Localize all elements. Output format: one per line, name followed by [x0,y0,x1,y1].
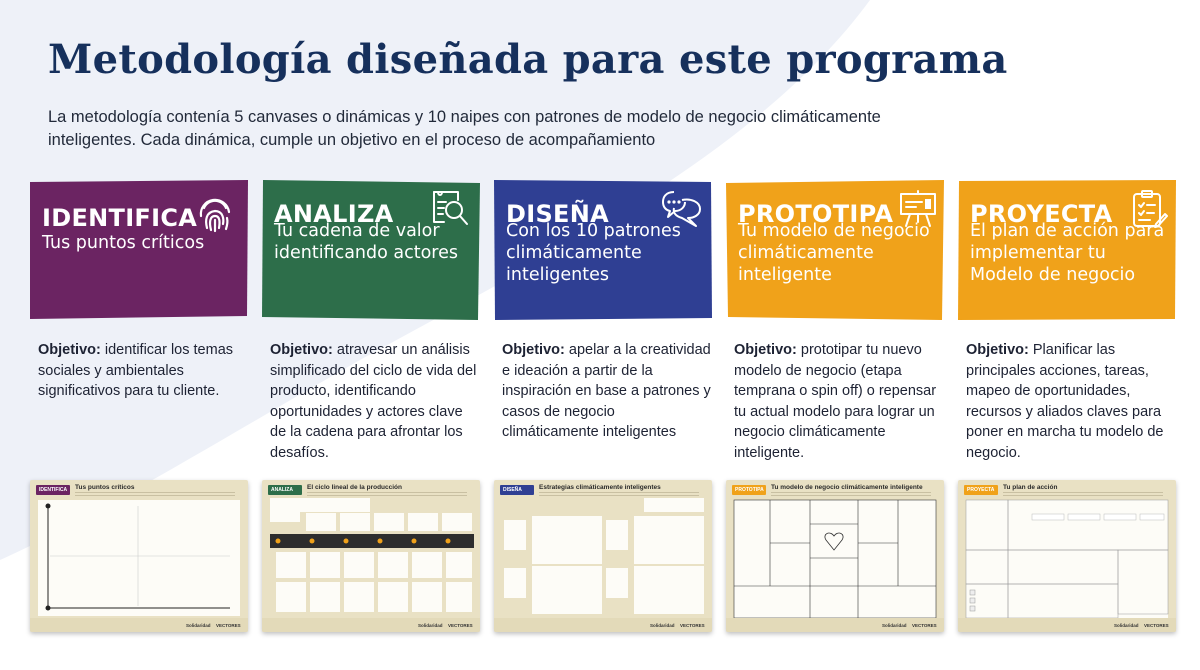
presentation-board-icon [898,190,938,228]
page-subtitle: La metodología contenía 5 canvases o dinámicas y 10 naipes con patrones de modelo de negocio climáticamente inteligentes. Cada dinámica, cumple un objetivo en el proceso de acompañamiento [48,108,881,149]
step-title: DISEÑA [506,200,609,228]
page-title: Metodología diseñada para este programa [48,36,1008,83]
step-title: ANALIZA [274,200,394,228]
step-title: IDENTIFICA [42,204,198,232]
canvas-tag: DISEÑA [500,485,534,495]
step-objective: Objetivo: prototipar tu nuevo modelo de negocio (etapa temprana o spin off) o repensar tu actual modelo para lograr un negocio climáticamente inteligente. [734,342,937,461]
step-header [958,180,1176,320]
canvas-title: El ciclo lineal de la producción [307,484,402,491]
step-objective: Objetivo: identificar los temas sociales y ambientales significativos para tu cliente. [38,342,234,399]
step-subtitle: Tus puntos críticos [42,233,205,253]
canvas-tag: PROYECTA [964,485,998,495]
canvas-thumbnail-prototipa[interactable]: PROTOTIPA Tu modelo de negocio climáticamente inteligente Solidaridad VECTORES [726,480,944,632]
step-header [262,180,480,320]
step-title: PROTOTIPA [738,200,894,228]
canvas-title: Estrategias climáticamente inteligentes [539,484,661,491]
step-objective: Objetivo: atravesar un análisis simplificado del ciclo de vida del producto, identificando oportunidades y actores clave de la cadena para afrontar los desafíos. [270,342,477,461]
step-title: PROYECTA [970,200,1113,228]
canvas-title: Tus puntos críticos [75,484,135,491]
checklist-icon [1130,188,1168,230]
canvas-tag: IDENTIFICA [36,485,70,495]
step-subtitle: Tu modelo de negocio climáticamente inteligente [738,221,930,285]
canvas-tag: ANALIZA [268,485,302,495]
chat-bubbles-icon [660,188,704,228]
fingerprint-icon [196,194,234,234]
step-subtitle: El plan de acción para implementar tu Modelo de negocio [970,221,1165,285]
canvas-thumbnail-disena[interactable]: DISEÑA Estrategias climáticamente inteligentes Solidaridad VECTORES [494,480,712,632]
canvas-tag: PROTOTIPA [732,485,766,495]
canvas-thumbnail-analiza[interactable]: ANALIZA El ciclo lineal de la producción Solidaridad VECTORES [262,480,480,632]
canvas-title: Tu plan de acción [1003,484,1058,491]
step-subtitle: Con los 10 patrones climáticamente inteligentes [506,221,681,285]
step-header [726,180,944,320]
step-objective: Objetivo: apelar a la creatividad e ideación a partir de la inspiración en base a patrones y casos de negocio climáticamente inteligentes [502,342,711,440]
step-objective: Objetivo: Planificar las principales acciones, tareas, mapeo de oportunidades, recursos y aliados claves para poner en marcha tu modelo de negocio. [966,342,1164,461]
step-header [30,180,248,320]
canvas-thumbnail-identifica[interactable]: IDENTIFICA Tus puntos críticos Solidaridad VECTORES [30,480,248,632]
canvas-title: Tu modelo de negocio climáticamente inteligente [771,484,923,491]
step-header [494,180,712,320]
canvas-thumbnail-proyecta[interactable]: PROYECTA Tu plan de acción Solidaridad VECTORES [958,480,1176,632]
magnifier-blueprint-icon [430,186,470,228]
step-subtitle: Tu cadena de valor identificando actores [274,221,458,263]
